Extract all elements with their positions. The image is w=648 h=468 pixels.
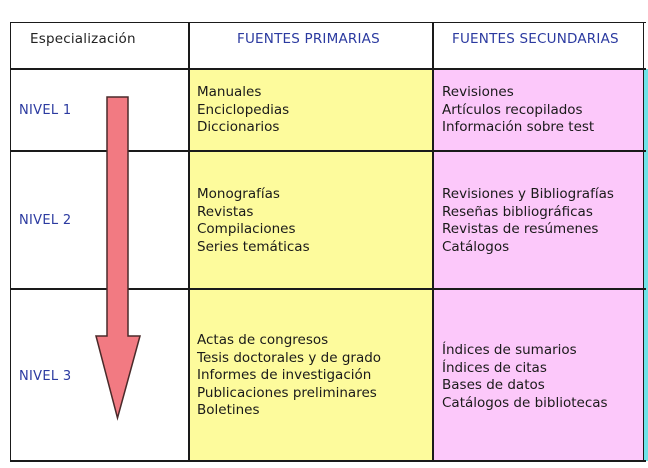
secondary-list-level-1 [442,84,594,137]
list-item: Revistas [197,203,254,220]
list-item: Series temáticas [197,238,310,255]
list-item: Revisiones y Bibliografías [442,186,614,202]
list-item: Bases de datos [442,377,545,393]
level-label-3: NIVEL 3 [19,369,72,384]
list-item: Artículos recopilados [442,101,583,118]
list-item: Enciclopedias [197,101,290,118]
secondary-list-level-3 [442,342,608,412]
list-item: Revistas de resúmenes [442,221,599,237]
list-item: Tesis doctorales y de grado [197,349,382,366]
primary-list-level-1 [197,84,289,137]
primary-list-level-3 [197,332,381,420]
level-label-2: NIVEL 2 [19,213,72,228]
list-item: Boletines [197,402,260,418]
secondary-list-level-2 [442,186,614,256]
list-item: Monografías [197,186,280,202]
list-item: Informes de investigación [197,367,372,383]
list-item: Manuales [197,84,262,100]
header-specialization: Especialización [30,31,136,47]
list-item: Información sobre test [442,119,595,135]
header-primary-sources: FUENTES PRIMARIAS [237,31,380,47]
list-item: Actas de congresos [197,332,329,348]
list-item: Reseñas bibliográficas [442,203,593,220]
list-item: Diccionarios [197,119,280,135]
list-item: Índices de citas [442,359,547,376]
list-item: Compilaciones [197,221,296,237]
list-item: Índices de sumarios [442,342,577,358]
list-item: Catálogos de bibliotecas [442,394,608,411]
list-item: Revisiones [442,84,514,100]
level-label-1: NIVEL 1 [19,103,72,118]
header-secondary-sources: FUENTES SECUNDARIAS [452,31,619,47]
list-item: Publicaciones preliminares [197,384,377,401]
primary-list-level-2 [197,186,310,256]
list-item: Catálogos [442,238,510,255]
